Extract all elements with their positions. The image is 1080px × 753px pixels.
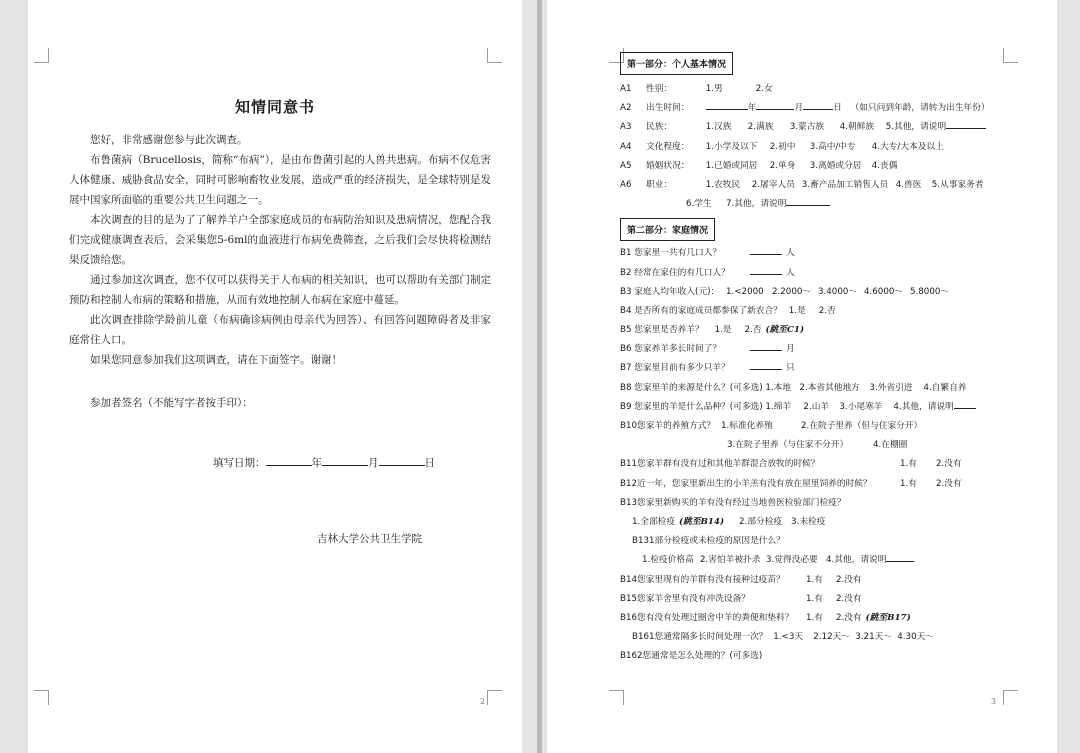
option[interactable]: 2.部分检疫 (739, 516, 783, 527)
signature-label: 参加者签名（不能写字者按手印）： (90, 397, 253, 409)
question-code: A4 (620, 141, 632, 152)
margin-mark (1003, 690, 1018, 705)
option[interactable]: 2.没有 (936, 478, 962, 489)
unit: 只 (786, 363, 795, 374)
option[interactable]: 4.兽医 (895, 179, 922, 190)
option[interactable]: 1.已婚或同居 (705, 160, 758, 171)
option[interactable]: 3.蒙古族 (789, 122, 825, 133)
question-a6 (620, 176, 1050, 195)
margin-mark (34, 690, 49, 705)
question-a2 (620, 99, 1050, 118)
question-b10 (620, 417, 1050, 436)
option[interactable]: 2.害怕羊被扑杀 (700, 555, 761, 566)
option[interactable]: 1.全部检疫 (632, 516, 676, 527)
option[interactable]: 4.丧偶 (871, 160, 898, 171)
page-number: 3 (991, 697, 997, 706)
question-label: 职业： (646, 179, 673, 190)
month-suffix: 月 (794, 103, 804, 114)
question-label: 婚姻状况： (646, 160, 690, 171)
skip-instruction: (跳至B14) (679, 516, 725, 527)
option[interactable]: 2.没有 (836, 593, 862, 604)
unit: 人 (786, 267, 795, 278)
question-text: B7 您家里目前有多少只羊？ (620, 363, 730, 374)
option[interactable]: 2.否 (744, 325, 762, 336)
question-b8 (620, 379, 1050, 398)
year-suffix: 年 (311, 457, 322, 469)
question-text: B8 您家里羊的来源是什么？(可多选) (620, 382, 763, 393)
answer-blank[interactable] (750, 340, 782, 351)
option[interactable]: 3.离婚或分居 (809, 160, 862, 171)
option[interactable]: 2.否 (818, 305, 836, 316)
question-b162 (620, 647, 1050, 666)
question-b3 (620, 283, 1050, 302)
question-text: B161您通常隔多长时间处理一次？ (632, 632, 768, 643)
option[interactable]: 2.屠宰人员 (751, 179, 795, 190)
question-b131 (620, 532, 1050, 551)
option[interactable]: 1.<3天 (773, 632, 804, 643)
other-blank[interactable] (946, 118, 986, 129)
question-b9 (620, 398, 1050, 417)
question-b14 (620, 571, 1050, 590)
question-b2 (620, 264, 1050, 283)
option[interactable]: 1.有 (806, 612, 823, 623)
option[interactable]: 5.从事家务者 (931, 179, 984, 190)
page-number: 2 (480, 697, 486, 706)
question-b16 (620, 609, 1050, 628)
option[interactable]: 1.绵羊 (765, 401, 792, 412)
option[interactable]: 1.检疫价格高 (642, 555, 694, 566)
option[interactable]: 2.单身 (769, 160, 796, 171)
question-b6 (620, 340, 1050, 359)
margin-mark (609, 690, 624, 705)
option[interactable]: 2.没有 (836, 574, 862, 585)
day-suffix: 日 (424, 457, 435, 469)
option[interactable]: 1.有 (806, 574, 823, 585)
question-b4 (620, 302, 1050, 321)
option[interactable]: 2.满族 (747, 122, 774, 133)
option[interactable]: 6.学生 (686, 199, 712, 210)
question-text: B16您有没有处理过圈舍中羊的粪便和垫料？ (620, 612, 794, 623)
question-b1 (620, 244, 1050, 263)
option[interactable]: 2.女 (755, 84, 773, 94)
option[interactable]: 4.自繁自养 (923, 382, 967, 393)
margin-mark (34, 48, 49, 63)
question-b11 (620, 455, 1050, 474)
option[interactable]: 3.在院子里养（与住家不分开） (727, 440, 849, 451)
question-b12 (620, 475, 1050, 494)
question-text: B13您家里新购买的羊有没有经过当地兽医检验部门检疫？ (620, 497, 846, 508)
option[interactable]: 2.没有 (936, 459, 962, 470)
questionnaire (620, 52, 1050, 666)
option[interactable]: 2.没有 (836, 612, 862, 623)
question-note: （如只问到年龄，请转为出生年份） (850, 103, 990, 114)
question-a1 (620, 80, 1050, 99)
year-blank[interactable] (706, 99, 748, 110)
question-label: 出生时间： (646, 103, 690, 114)
question-text: B10您家羊的养殖方式？ (620, 421, 716, 431)
question-text: B162您通常是怎么处理的？(可多选) (620, 651, 763, 662)
question-b13-options (620, 513, 1050, 532)
document-page-left (28, 0, 522, 753)
option[interactable]: 4.其他，请说明 (826, 555, 887, 566)
question-b131-options (620, 551, 1050, 570)
answer-blank[interactable] (750, 359, 782, 370)
question-text: B14您家里现有的羊群有没有接种过疫苗？ (620, 574, 785, 585)
option[interactable]: 4.30天～ (897, 632, 934, 643)
year-suffix: 年 (747, 103, 757, 114)
answer-blank[interactable] (750, 244, 782, 255)
question-text: B11您家羊群有没有过和其他羊群混合放牧的时候？ (620, 459, 820, 470)
option[interactable]: 1.<2000 (725, 286, 764, 297)
option[interactable]: 3.21天～ (855, 632, 892, 643)
option[interactable]: 3.4000～ (817, 286, 858, 297)
option[interactable]: 4.其他，请说明 (893, 401, 954, 412)
consent-body (69, 130, 491, 370)
question-text: B2 经常在家住的有几口人？ (620, 267, 730, 278)
month-suffix: 月 (368, 457, 379, 469)
paragraph-brucellosis: 布鲁菌病（Brucellosis，简称“布病”），是由布鲁菌引起的人兽共患病。布病不仅危害人体健康、威胁食品安全，同时可影响畜牧业发展，造成严重的经济损失，是全球特别是发展中国家所面临的重要公共卫生问题之一。 (69, 154, 491, 206)
option[interactable]: 1.本地 (765, 382, 792, 393)
question-code: A6 (620, 179, 632, 190)
question-b15 (620, 590, 1050, 609)
month-blank[interactable] (322, 454, 368, 466)
page-gap (537, 0, 542, 753)
section1-title: 第一部分：个人基本情况 (620, 52, 733, 75)
question-a6-cont (620, 195, 1050, 214)
question-text: B4 是否所有的家庭成员都参保了新农合？ (620, 305, 782, 316)
question-b5 (620, 321, 1050, 340)
option[interactable]: 5.8000～ (909, 286, 950, 297)
option[interactable]: 2.2000～ (771, 286, 812, 297)
day-blank[interactable] (379, 454, 425, 466)
institution: 吉林大学公共卫生学院 (317, 533, 422, 545)
option[interactable]: 1.有 (806, 593, 823, 604)
question-a5 (620, 157, 1050, 176)
question-code: A2 (620, 103, 632, 114)
other-blank[interactable] (954, 398, 976, 409)
paragraph-consent: 如果您同意参加我们这项调查，请在下面签字。谢谢！ (90, 354, 342, 366)
option[interactable]: 2.本省其他地方 (799, 382, 860, 393)
question-text: B9 您家里的羊是什么品种？(可多选) (620, 401, 763, 412)
question-text: B3 家庭人均年收入(元)： (620, 286, 720, 297)
option[interactable]: 2.山羊 (803, 401, 830, 412)
skip-instruction: (跳至C1) (765, 325, 805, 336)
consent-title: 知情同意书 (234, 98, 315, 116)
option[interactable]: 1.标准化养殖 (720, 421, 773, 431)
option[interactable]: 1.农牧民 (705, 179, 741, 190)
option[interactable]: 3.畜产品加工销售人员 (801, 179, 889, 190)
question-text: B131部分检疫或未检疫的原因是什么？ (632, 536, 785, 547)
option[interactable]: 4.朝鲜族 (839, 122, 875, 133)
question-code: A1 (620, 84, 632, 94)
question-text: B12近一年，您家里新出生的小羊羔有没有放在屋里饲养的时候？ (620, 478, 872, 489)
option[interactable]: 1.有 (900, 478, 917, 489)
option[interactable]: 5.其他，请说明 (885, 122, 947, 133)
option[interactable]: 2.初中 (769, 141, 796, 152)
answer-blank[interactable] (750, 264, 782, 275)
option[interactable]: 4.6000～ (863, 286, 904, 297)
unit: 人 (786, 248, 795, 259)
option[interactable]: 1.是 (788, 305, 806, 316)
option[interactable]: 3.外省引进 (869, 382, 913, 393)
paragraph-greeting: 您好，非常感谢您参与此次调查。 (90, 134, 248, 146)
option[interactable]: 7.其他，请说明 (726, 199, 787, 210)
option[interactable]: 1.汉族 (705, 122, 732, 133)
date-label: 填写日期： (213, 457, 266, 469)
option[interactable]: 3.高中/中专 (809, 141, 856, 152)
question-text: B1 您家里一共有几口人？ (620, 248, 722, 259)
paragraph-purpose: 本次调查的目的是为了了解养羊户全部家庭成员的布病防治知识及患病情况，您配合我们完成健康调查表后，会采集您5-6ml的血液进行布病免费筛查，之后我们会尽快将检测结果反馈给您。 (69, 214, 491, 266)
day-blank[interactable] (803, 99, 833, 110)
option[interactable]: 2.12天～ (813, 632, 850, 643)
question-a3 (620, 118, 1050, 137)
option[interactable]: 1.是 (714, 325, 732, 336)
month-blank[interactable] (756, 99, 794, 110)
paragraph-benefit: 通过参加这次调查，您不仅可以获得关于人布病的相关知识，也可以帮助有关部门制定预防和控制人布病的策略和措施，从而有效地控制人布病在家庭中蔓延。 (69, 274, 491, 306)
question-text: B5 您家里是否养羊？ (620, 325, 704, 336)
option[interactable]: 1.男 (705, 84, 723, 94)
question-b7 (620, 359, 1050, 378)
option[interactable]: 4.大专/大本及以上 (871, 141, 944, 152)
option[interactable]: 1.小学及以下 (705, 141, 758, 152)
unit: 月 (786, 344, 795, 355)
question-b13 (620, 494, 1050, 513)
margin-mark (487, 48, 502, 63)
question-code: A3 (620, 122, 632, 133)
margin-mark (487, 690, 502, 705)
option[interactable]: 3.未检疫 (791, 516, 826, 527)
section2-title: 第二部分：家庭情况 (620, 218, 715, 241)
option[interactable]: 2.在院子里养（但与住家分开） (800, 421, 923, 431)
day-suffix: 日 (833, 103, 842, 114)
question-label: 民族： (646, 122, 673, 133)
question-b10-cont (620, 436, 1050, 455)
question-label: 文化程度： (646, 141, 690, 152)
option[interactable]: 1.有 (900, 459, 917, 470)
question-label: 性别： (646, 84, 673, 94)
other-blank[interactable] (786, 195, 830, 206)
question-a4 (620, 138, 1050, 157)
other-blank[interactable] (886, 551, 914, 562)
option[interactable]: 3.觉得没必要 (766, 555, 818, 566)
year-blank[interactable] (266, 454, 312, 466)
option[interactable]: 3.小尾寒羊 (839, 401, 883, 412)
question-text: B6 您家养羊多长时间了？ (620, 344, 722, 355)
document-page-right (547, 0, 1057, 753)
date-line (213, 454, 435, 470)
option[interactable]: 4.在棚圈 (873, 440, 908, 451)
question-text: B15您家羊舍里有没有冲洗设备？ (620, 593, 750, 604)
paragraph-exclusion: 此次调查排除学龄前儿童（布病确诊病例由母亲代为回答）、有回答问题障碍者及非家庭常住人口。 (69, 314, 491, 346)
skip-instruction: (跳至B17) (865, 612, 911, 623)
question-b161 (620, 628, 1050, 647)
question-code: A5 (620, 160, 632, 171)
